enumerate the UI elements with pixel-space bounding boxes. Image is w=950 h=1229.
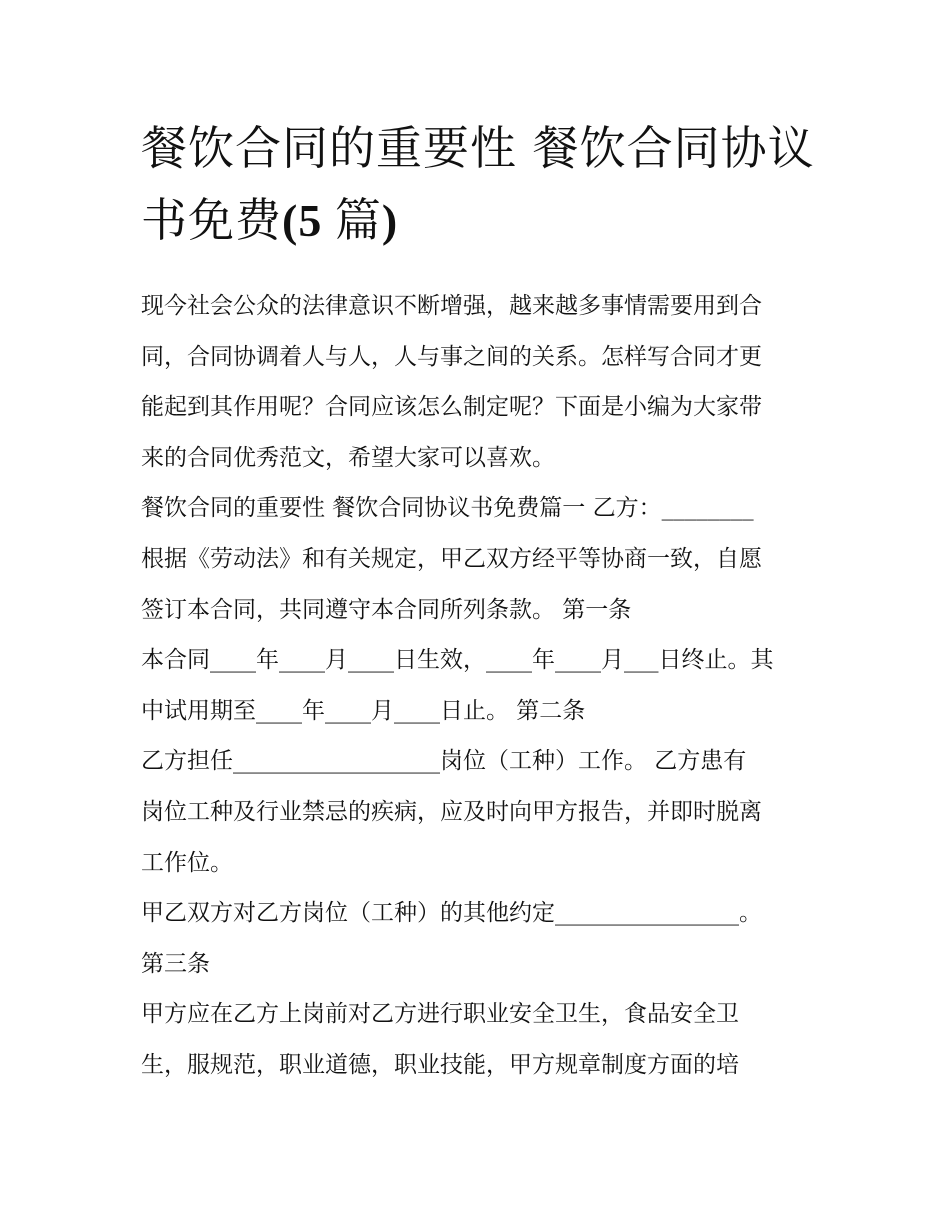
body-line: 现今社会公众的法律意识不断增强，越来越多事情需要用到合 <box>141 293 762 319</box>
body-line: 工作位。 <box>141 849 233 876</box>
body-line: 岗位工种及行业禁忌的疾病，应及时向甲方报告，并即时脱离 <box>141 798 762 825</box>
body-line: 同，合同协调着人与人，人与事之间的关系。怎样写合同才更 <box>141 343 762 370</box>
body-line: 餐饮合同的重要性 餐饮合同协议书免费篇一 乙方：________ <box>141 495 754 522</box>
body-line: 甲乙双方对乙方岗位（工种）的其他约定________________。 <box>141 900 762 927</box>
document-title <box>141 112 821 257</box>
title-unit: 篇 <box>334 193 382 247</box>
body-line: 签订本合同，共同遵守本合同所列条款。 第一条 <box>141 596 632 623</box>
body-line: 甲方应在乙方上岗前对乙方进行职业安全卫生，食品安全卫 <box>141 1001 739 1028</box>
title-count: (5 <box>282 195 335 246</box>
body-line: 第三条 <box>141 950 210 977</box>
title-close: ) <box>381 195 399 246</box>
body-line: 乙方担任__________________岗位（工种）工作。 乙方患有 <box>141 748 747 775</box>
body-line: 来的合同优秀范文，希望大家可以喜欢。 <box>141 444 555 471</box>
body-line: 中试用期至____年____月____日止。 第二条 <box>141 697 586 724</box>
body-line: 能起到其作用呢？合同应该怎么制定呢？下面是小编为大家带 <box>141 394 762 421</box>
title-main: 餐饮合同的重要性 餐饮合同协议书免费 <box>141 121 815 247</box>
document-page <box>141 112 821 1091</box>
body-line: 根据《劳动法》和有关规定，甲乙双方经平等协商一致，自愿 <box>141 545 762 572</box>
body-line: 生，服规范，职业道德，职业技能，甲方规章制度方面的培 <box>141 1051 739 1078</box>
body-line: 本合同____年____月____日生效，____年____月___日终止。其 <box>141 647 774 674</box>
document-body <box>141 281 821 1091</box>
